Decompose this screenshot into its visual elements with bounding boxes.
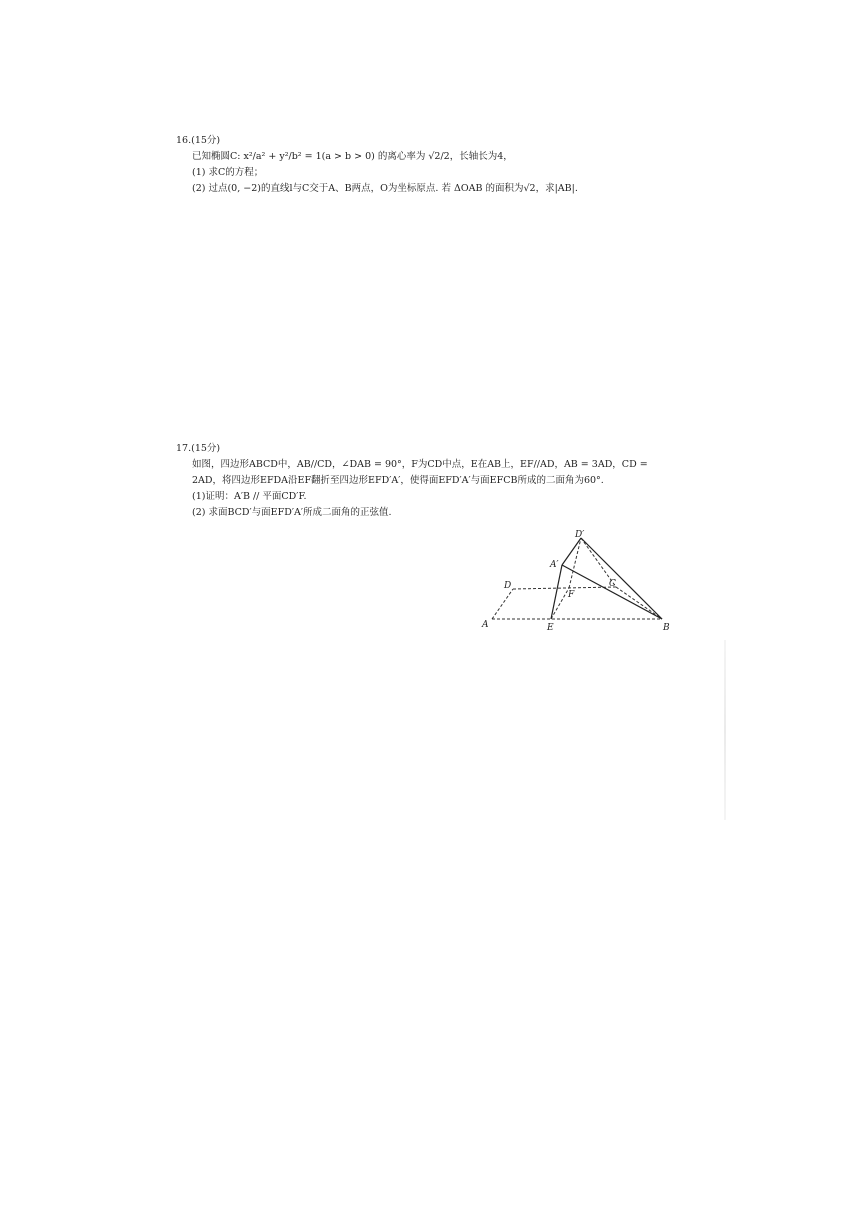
folded-quadrilateral-diagram: [476, 527, 676, 637]
edge-EA-prime: [551, 565, 562, 619]
question-16-part-2: (2) 过点(0, −2)的直线l与C交于A、B两点，O为坐标原点. 若 ΔOAB 的面积为√2，求|AB|.: [192, 183, 578, 194]
question-17: [176, 441, 676, 521]
geometry-figure: [476, 527, 676, 637]
edge-A-prime-B: [562, 565, 662, 619]
label-C: C: [609, 579, 616, 589]
scan-shadow: [724, 640, 726, 820]
question-16-stem: 已知椭圆C: x²/a² + y²/b² = 1(a > b > 0) 的离心率为 √2/2，长轴长为4，: [192, 151, 513, 162]
question-17-header: 17.(15分): [176, 443, 221, 454]
question-17-part-2: (2) 求面BCD′与面EFD′A′所成二面角的正弦值.: [192, 507, 392, 518]
label-E: E: [547, 623, 554, 633]
question-16-part-1: (1) 求C的方程；: [192, 167, 264, 178]
question-17-stem-line-2: 2AD，将四边形EFDA沿EF翻折至四边形EFD′A′，使得面EFD′A′与面EFCB所成的二面角为60°.: [192, 475, 604, 486]
question-16: [176, 133, 676, 197]
question-17-part-1: (1)证明：A′B // 平面CD′F.: [192, 491, 307, 502]
label-A: A: [482, 620, 489, 630]
edge-AD: [492, 589, 513, 619]
edge-D-prime-B: [581, 538, 662, 619]
label-A-prime: A′: [550, 560, 559, 570]
question-17-stem-line-1: 如图，四边形ABCD中，AB//CD，∠DAB = 90°，F为CD中点，E在AB上，EF//AD，AB = 3AD，CD =: [192, 459, 648, 470]
label-D: D: [504, 581, 512, 591]
question-16-header: 16.(15分): [176, 135, 221, 146]
label-D-prime: D′: [575, 530, 585, 540]
edge-CB: [616, 587, 662, 619]
edge-DC: [513, 587, 616, 589]
label-B: B: [663, 623, 670, 633]
label-F: F: [568, 590, 575, 600]
